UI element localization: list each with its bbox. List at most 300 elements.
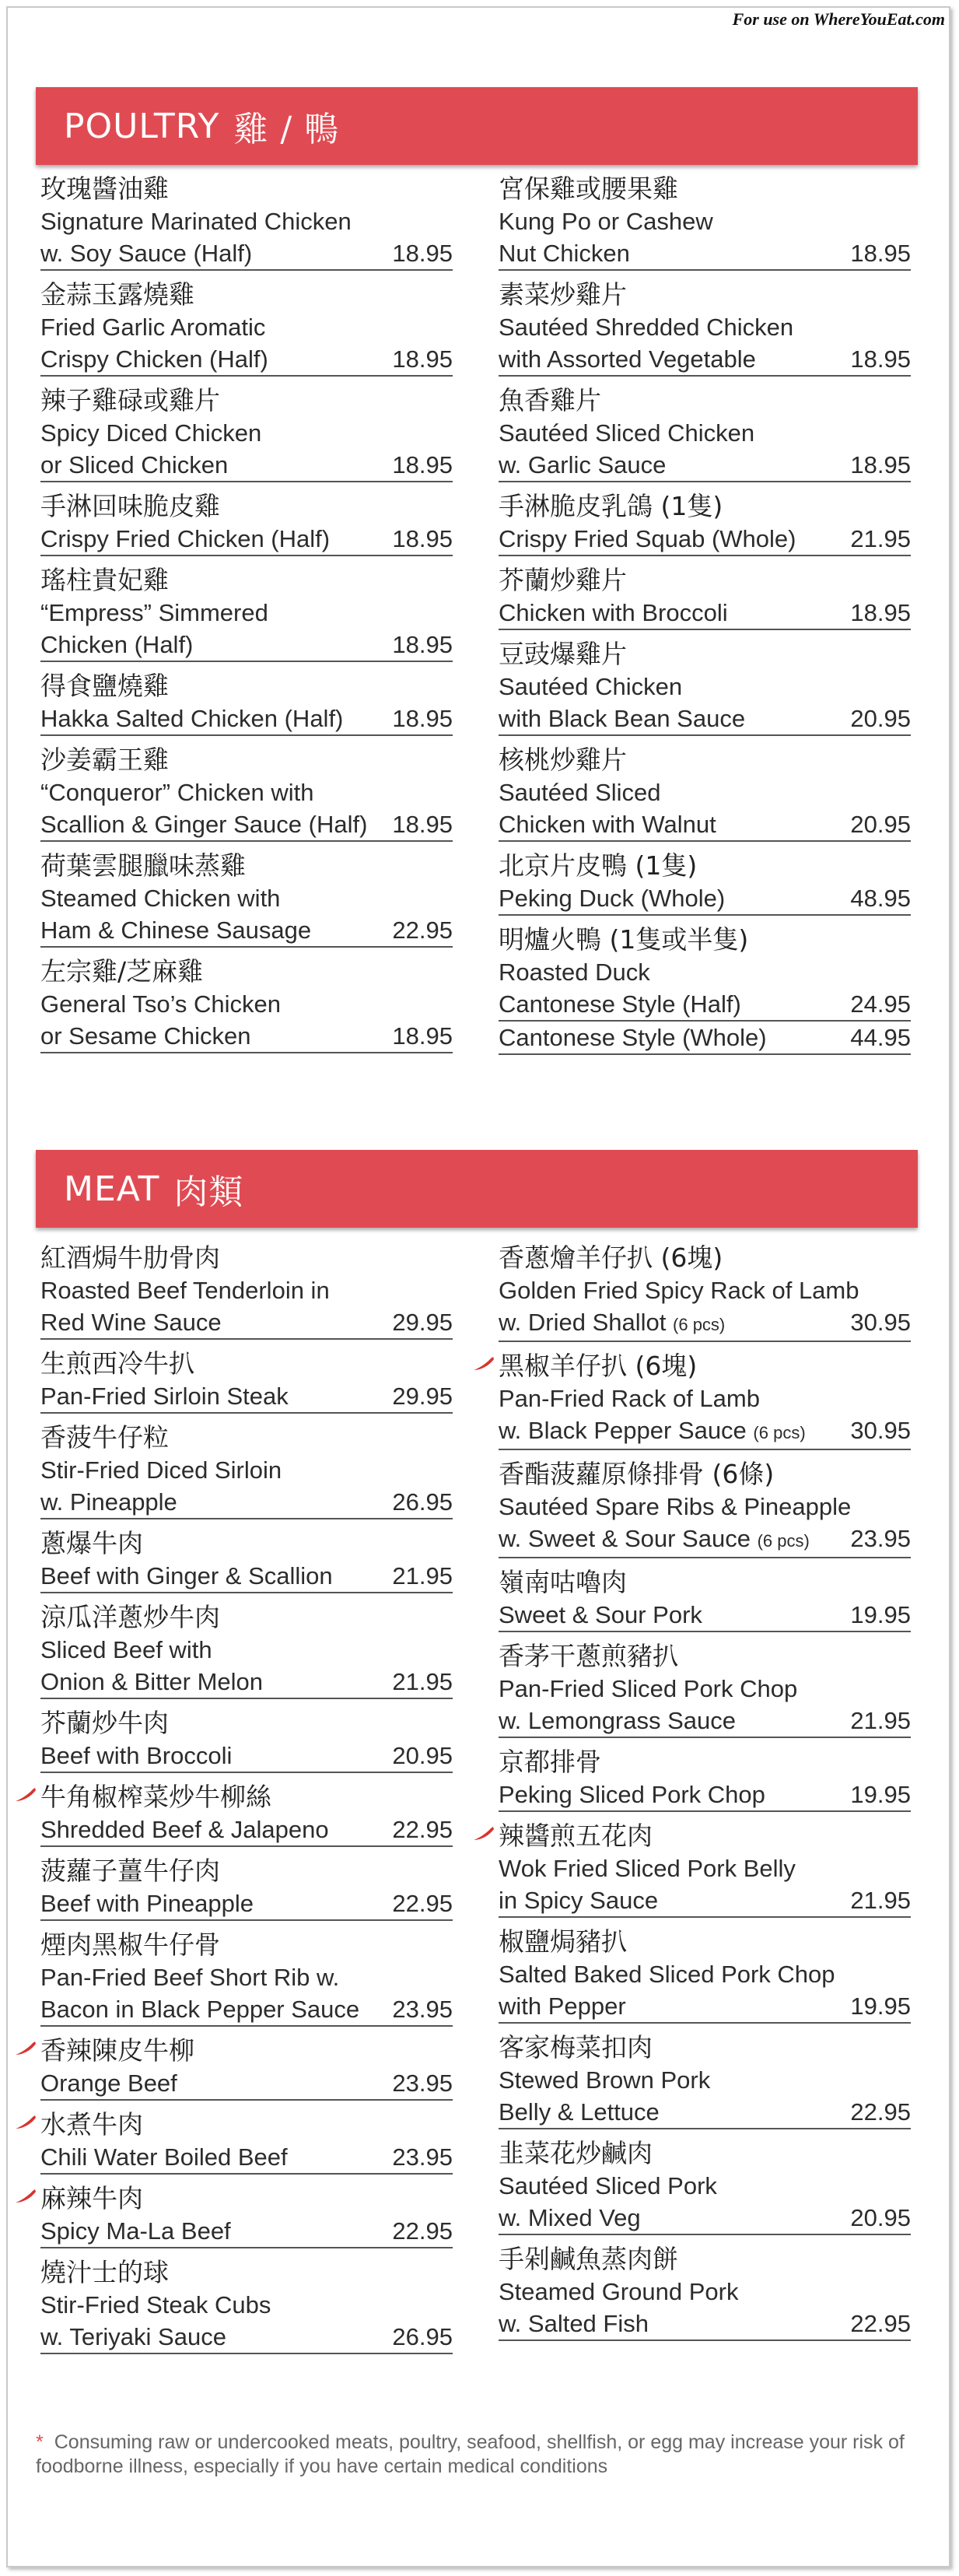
item-name-price-row [499,882,911,916]
item-english-name-text: w. Teriyaki Sauce [40,2323,226,2350]
food-safety-footnote [36,2431,922,2479]
item-english-name [40,808,367,840]
item-price: 18.95 [392,525,453,552]
item-price: 22.95 [392,2217,453,2245]
item-english-name-text: w. Soy Sauce (Half) [40,240,253,267]
item-price: 18.95 [850,345,911,373]
item-english-name [499,2096,660,2128]
item-name-price-row [499,237,911,271]
item-price: 21.95 [850,525,911,552]
poultry-title-en: POULTRY [64,106,220,146]
item-price: 19.95 [850,1601,911,1628]
item-description-line: Sautéed Sliced Pork [499,2172,717,2199]
poultry-title-zh: 雞 / 鴨 [233,110,340,149]
item-description-line: “Empress” Simmered [40,599,268,626]
item-description-line: Stir-Fried Steak Cubs [40,2291,271,2318]
item-chinese-name: 左宗雞/芝麻雞 [40,956,204,987]
item-chinese-name: 香辣陳皮牛柳 [40,2035,194,2066]
item-english-name [40,2215,231,2247]
footnote-text: Consuming raw or undercooked meats, poultry, seafood, shellfish, or egg may increase your risk of foodborne illness, especially if you have certain medical conditions [36,2431,905,2477]
item-description-line: Stir-Fried Diced Sirloin [40,1456,282,1484]
item-english-name-text: Sweet & Sour Pork [499,1601,702,1628]
item-price: 22.95 [392,1890,453,1917]
item-english-name-text: with Assorted Vegetable [499,345,756,373]
menu-item [40,173,453,271]
item-chinese-name: 手淋脆皮乳鴿 (1隻) [499,491,723,521]
item-description-line: Pan-Fried Beef Short Rib w. [40,1964,340,1991]
item-chinese-name: 辣子雞碌或雞片 [40,385,220,415]
item-price: 20.95 [850,2204,911,2231]
item-english-name-text: w. Pineapple [40,1488,177,1516]
menu-item [40,1929,453,2027]
item-price: 23.95 [392,2070,453,2097]
item-name-price-row [499,1990,911,2024]
menu-item [40,1781,453,1847]
item-price: 26.95 [392,2323,453,2350]
item-chinese-name: 得食鹽燒雞 [40,671,169,701]
item-chinese-name: 芥蘭炒雞片 [499,565,627,595]
item-chinese-name: 辣醬煎五花肉 [499,1821,653,1851]
menu-item [40,955,453,1053]
item-chinese-name: 手淋回味脆皮雞 [40,491,220,521]
item-name-price-row [40,343,453,377]
item-name-price-row [40,2067,453,2101]
item-english-name-text: Orange Beef [40,2070,177,2097]
item-english-name-text: Nut Chicken [499,240,630,267]
item-chinese-name: 京都排骨 [499,1747,601,1777]
item-english-name [40,914,311,946]
item-english-name [499,1779,765,1810]
item-english-name-text: Beef with Ginger & Scallion [40,1562,333,1589]
item-price: 22.95 [392,916,453,944]
item-english-name [499,237,630,269]
menu-item [40,1527,453,1593]
item-name-price-row [40,1380,453,1414]
menu-item [499,2137,911,2235]
item-chinese-name: 黑椒羊仔扒 (6塊) [499,1351,698,1381]
item-name-price-row [499,523,911,556]
item-english-name [499,449,666,481]
item-name-price-row [40,1486,453,1519]
item-price: 23.95 [392,2143,453,2171]
item-english-name [40,1740,232,1772]
item-chinese-name: 瑤柱貴妃雞 [40,565,169,595]
item-english-name-text: Onion & Bitter Melon [40,1668,264,1695]
item-english-name [40,523,330,555]
item-price: 18.95 [392,811,453,838]
item-english-name [499,1599,702,1631]
item-price: 44.95 [850,1024,911,1051]
item-name-price-row [499,808,911,842]
item-chinese-name: 煙肉黑椒牛仔骨 [40,1929,220,1960]
item-description-line: Signature Marinated Chicken [40,208,352,235]
poultry-right-column [499,173,911,1063]
menu-item [40,1855,453,1921]
menu-item [40,279,453,377]
meat-title-en: MEAT [64,1169,160,1209]
item-name-price-row [40,449,453,482]
item-english-name-text: Shredded Beef & Jalapeno [40,1816,329,1843]
item-price: 22.95 [392,1816,453,1843]
meat-left-column [40,1242,453,2362]
menu-item [40,1242,453,1340]
item-english-name-text: Beef with Broccoli [40,1742,233,1769]
item-chinese-name: 涼瓜洋蔥炒牛肉 [40,1602,220,1632]
item-english-name-text: Chicken with Broccoli [499,599,728,626]
item-description-line: Sautéed Chicken [499,673,683,700]
menu-item [40,1348,453,1414]
item-name-price-row [499,2096,911,2129]
item-description-line: Pan-Fried Rack of Lamb [499,1385,760,1412]
item-name-price-row [40,1814,453,1847]
item-price: 18.95 [850,240,911,267]
menu-item [40,2182,453,2248]
item-english-name [499,1705,736,1737]
item-chinese-name: 燒汁士的球 [40,2257,169,2287]
item-chinese-name: 宮保雞或腰果雞 [499,173,678,204]
menu-item [499,279,911,377]
item-english-name-text: Pan-Fried Sirloin Steak [40,1383,289,1410]
item-english-name-text: w. Dried Shallot [499,1309,667,1336]
menu-item [40,384,453,482]
item-description-line: Stewed Brown Pork [499,2066,711,2094]
item-price: 19.95 [850,1992,911,2020]
item-english-name [40,1020,251,1052]
meat-title-zh: 肉類 [173,1172,244,1212]
item-price: 29.95 [392,1309,453,1336]
menu-item [499,1820,911,1918]
item-english-name-text: Crispy Fried Squab (Whole) [499,525,796,552]
item-english-name-text: w. Sweet & Sour Sauce [499,1525,751,1552]
chili-pepper-icon [14,2039,37,2056]
item-chinese-name: 椒鹽焗豬扒 [499,1926,627,1957]
item-name-price-row [499,2202,911,2235]
item-chinese-name: 香酯菠蘿原條排骨 (6條) [499,1459,775,1489]
item-piece-count: (6 pcs) [757,1531,810,1551]
item-chinese-name: 核桃炒雞片 [499,745,627,775]
menu-item [40,1601,453,1699]
item-name-price-row [499,449,911,482]
item-english-name [40,343,268,375]
item-english-name [40,629,193,661]
chili-pepper-icon [472,1824,495,1842]
item-english-name-text: Chicken with Walnut [499,811,716,838]
menu-item [499,1746,911,1812]
item-english-name [499,808,716,840]
item-description-line: Steamed Chicken with [40,885,281,912]
item-chinese-name: 素菜炒雞片 [499,279,627,310]
menu-item [40,744,453,842]
item-price: 23.95 [850,1525,911,1552]
item-chinese-name: 麻辣牛肉 [40,2183,143,2213]
item-name-price-row [40,914,453,948]
menu-item [499,1566,911,1632]
item-price: 21.95 [392,1562,453,1589]
item-chinese-name: 芥蘭炒牛肉 [40,1708,169,1738]
item-english-name [499,2202,641,2234]
item-english-name [40,1993,359,2025]
item-name-price-row [40,808,453,842]
item-description-line: Kung Po or Cashew [499,208,713,235]
item-name-price-row [40,1020,453,1053]
item-price: 18.95 [850,451,911,478]
item-english-name-text: Red Wine Sauce [40,1309,222,1336]
item-english-name-text: w. Lemongrass Sauce [499,1707,737,1734]
menu-item [40,564,453,662]
item-english-name-text: Peking Duck (Whole) [499,885,726,912]
item-price: 24.95 [850,990,911,1018]
item-price: 18.95 [392,1022,453,1050]
item-chinese-name: 菠蘿子薑牛仔肉 [40,1856,220,1886]
item-english-name [499,1306,725,1341]
item-name-price-row [40,237,453,271]
item-chinese-name: 牛角椒榨菜炒牛柳絲 [40,1782,271,1812]
item-price: 18.95 [392,705,453,732]
menu-item [40,2108,453,2175]
meat-right-column [499,1242,911,2349]
item-description-line: Sautéed Shredded Chicken [499,314,794,341]
item-name-price-row [499,1523,911,1558]
item-english-name [40,2321,226,2353]
menu-item [499,1640,911,1738]
item-price: 20.95 [850,811,911,838]
item-price: 22.95 [850,2310,911,2337]
item-chinese-name: 生煎西冷牛扒 [40,1348,194,1379]
item-english-name [40,1887,254,1919]
item-chinese-name: 香茅干蔥煎豬扒 [499,1641,678,1671]
item-name-price-row [40,2141,453,2175]
item-chinese-name: 魚香雞片 [499,385,601,415]
item-description-line: “Conqueror” Chicken with [40,779,314,806]
item-english-name-text: or Sesame Chicken [40,1022,251,1050]
menu-item [499,638,911,736]
item-english-name [499,2308,649,2339]
item-name-price-row [499,988,911,1022]
menu-item [499,744,911,842]
item-english-name-text: Peking Sliced Pork Chop [499,1781,765,1808]
item-chinese-name: 北京片皮鴨 (1隻) [499,850,698,881]
item-english-name [40,1380,289,1412]
item-description-line: Salted Baked Sliced Pork Chop [499,1961,835,1988]
item-price: 19.95 [850,1781,911,1808]
item-english-name [499,988,741,1020]
item-description-line: Steamed Ground Pork [499,2278,739,2305]
item-english-name-text: Crispy Fried Chicken (Half) [40,525,331,552]
item-name-price-row [499,1779,911,1812]
item-price: 18.95 [850,599,911,626]
menu-item [499,384,911,482]
item-chinese-name: 明爐火鴨 (1隻或半隻) [499,924,749,955]
item-price: 18.95 [392,451,453,478]
item-chinese-name: 香菠牛仔粒 [40,1422,169,1453]
item-english-name-text: Scallion & Ginger Sauce (Half) [40,811,368,838]
item-english-name [499,1523,810,1557]
item-price: 26.95 [392,1488,453,1516]
item-name-price-row [40,703,453,736]
item-english-name: Cantonese Style (Whole) [499,1024,767,1051]
item-english-name [40,1814,329,1845]
item-name-price-row [499,1705,911,1738]
menu-item [40,1421,453,1519]
item-price: 18.95 [392,345,453,373]
item-english-name [499,1414,806,1449]
item-chinese-name: 手剁鹹魚蒸肉餅 [499,2244,678,2274]
item-name-price-row [40,2321,453,2354]
item-name-price-row [40,629,453,662]
menu-item [499,1350,911,1450]
item-name-price-row [40,2215,453,2248]
item-english-name-text: Belly & Lettuce [499,2098,660,2126]
item-description-line: Sautéed Sliced Chicken [499,419,755,447]
item-description-line: Fried Garlic Aromatic [40,314,266,341]
item-price: 30.95 [850,1309,911,1336]
item-description-line: Roasted Duck [499,959,650,986]
item-piece-count: (6 pcs) [673,1315,726,1334]
item-english-name [499,1990,626,2022]
menu-item [40,670,453,736]
item-name-price-row [40,1993,453,2027]
item-name-price-row [499,1599,911,1632]
item-description-line: Roasted Beef Tenderloin in [40,1277,330,1304]
item-chinese-name: 蔥爆牛肉 [40,1528,143,1558]
item-price: 21.95 [850,1707,911,1734]
item-price: 18.95 [392,240,453,267]
item-chinese-name: 水煮牛肉 [40,2109,143,2140]
item-english-name [40,2067,177,2099]
meat-banner [36,1150,918,1228]
item-english-name [40,1306,222,1338]
item-price: 48.95 [850,885,911,912]
menu-item [499,850,911,916]
item-english-name-text: Beef with Pineapple [40,1890,254,1917]
item-english-name [40,1560,333,1592]
item-english-name-text: Chili Water Boiled Beef [40,2143,288,2171]
menu-item [40,850,453,948]
item-chinese-name: 玫瑰醬油雞 [40,173,169,204]
item-description-line: Pan-Fried Sliced Pork Chop [499,1675,798,1702]
footnote-asterisk: * [36,2431,44,2453]
item-name-price-row [499,1884,911,1918]
item-description-line: Sliced Beef with [40,1636,212,1663]
item-english-name [40,1666,263,1698]
item-chinese-name: 嶺南咕嚕肉 [499,1567,627,1597]
menu-item [499,924,911,1055]
item-english-name [40,703,343,734]
item-name-price-row [40,1306,453,1340]
item-english-name-text: in Spicy Sauce [499,1887,659,1914]
item-english-name-text: Hakka Salted Chicken (Half) [40,705,344,732]
item-description-line: Golden Fried Spicy Rack of Lamb [499,1277,859,1304]
item-price: 20.95 [392,1742,453,1769]
item-english-name [40,1486,177,1518]
item-english-name [40,237,252,269]
item-english-name-text: Crispy Chicken (Half) [40,345,268,373]
item-price: 23.95 [392,1996,453,2023]
item-name-price-row [40,523,453,556]
item-english-name-text: with Black Bean Sauce [499,705,746,732]
item-name-price-row [40,1887,453,1921]
menu-item [499,2243,911,2341]
item-description-line: Wok Fried Sliced Pork Belly [499,1855,796,1882]
chili-pepper-icon [14,1786,37,1803]
menu-item [499,1242,911,1342]
item-english-name-text: Chicken (Half) [40,631,194,658]
item-chinese-name: 客家梅菜扣肉 [499,2032,653,2063]
item-chinese-name: 紅酒焗牛肋骨肉 [40,1242,220,1273]
item-english-name-text: Spicy Ma-La Beef [40,2217,231,2245]
item-english-name-text: w. Garlic Sauce [499,451,667,478]
item-english-name [40,2141,288,2173]
chili-pepper-icon [472,1355,495,1372]
item-chinese-name: 韭菜花炒鹹肉 [499,2138,653,2168]
item-chinese-name: 香蔥燴羊仔扒 (6塊) [499,1242,723,1273]
item-name-price-row [499,2308,911,2341]
menu-item [499,173,911,271]
item-name-price-row [499,703,911,736]
item-english-name-text: with Pepper [499,1992,626,2020]
item-price: 29.95 [392,1383,453,1410]
item-english-name [499,882,725,914]
menu-item [499,2031,911,2129]
item-english-name [499,523,796,555]
item-chinese-name: 豆豉爆雞片 [499,639,627,669]
item-english-name [499,1884,658,1916]
chili-pepper-icon [14,2187,37,2204]
item-english-name-text: w. Salted Fish [499,2310,649,2337]
item-chinese-name: 荷葉雲腿臘味蒸雞 [40,850,246,881]
menu-item [40,2256,453,2354]
item-english-name [499,703,745,734]
menu-item [499,564,911,630]
item-name-price-row [499,1414,911,1450]
item-english-name-text: w. Mixed Veg [499,2204,641,2231]
item-name-price-row [40,1560,453,1593]
item-english-name-text: Bacon in Black Pepper Sauce [40,1996,360,2023]
item-name-price-row [499,343,911,377]
menu-item [40,490,453,556]
item-english-name-text: or Sliced Chicken [40,451,229,478]
item-name-price-row [499,1306,911,1342]
menu-item [40,2035,453,2101]
poultry-banner [36,87,918,165]
item-chinese-name: 金蒜玉露燒雞 [40,279,194,310]
item-description-line: Spicy Diced Chicken [40,419,262,447]
chili-pepper-icon [14,2113,37,2130]
item-chinese-name: 沙姜霸王雞 [40,745,169,775]
item-price: 20.95 [850,705,911,732]
item-description-line: Sautéed Spare Ribs & Pineapple [499,1493,852,1520]
item-english-name [499,343,756,375]
menu-item [40,1707,453,1773]
item-english-name-text: Ham & Chinese Sausage [40,916,312,944]
item-price: 22.95 [850,2098,911,2126]
item-name-price-row [499,597,911,630]
item-english-name [40,449,228,481]
item-piece-count: (6 pcs) [753,1423,806,1442]
item-name-price-row [499,1022,911,1055]
item-description-line: Sautéed Sliced [499,779,661,806]
item-price: 21.95 [850,1887,911,1914]
menu-item [499,1926,911,2024]
item-english-name-text: w. Black Pepper Sauce [499,1417,747,1444]
menu-item [499,490,911,556]
item-english-name-text: Cantonese Style (Half) [499,990,741,1018]
item-price: 18.95 [392,631,453,658]
item-price: 21.95 [392,1668,453,1695]
item-description-line: General Tso’s Chicken [40,990,282,1018]
item-english-name [499,597,728,629]
item-name-price-row [40,1666,453,1699]
